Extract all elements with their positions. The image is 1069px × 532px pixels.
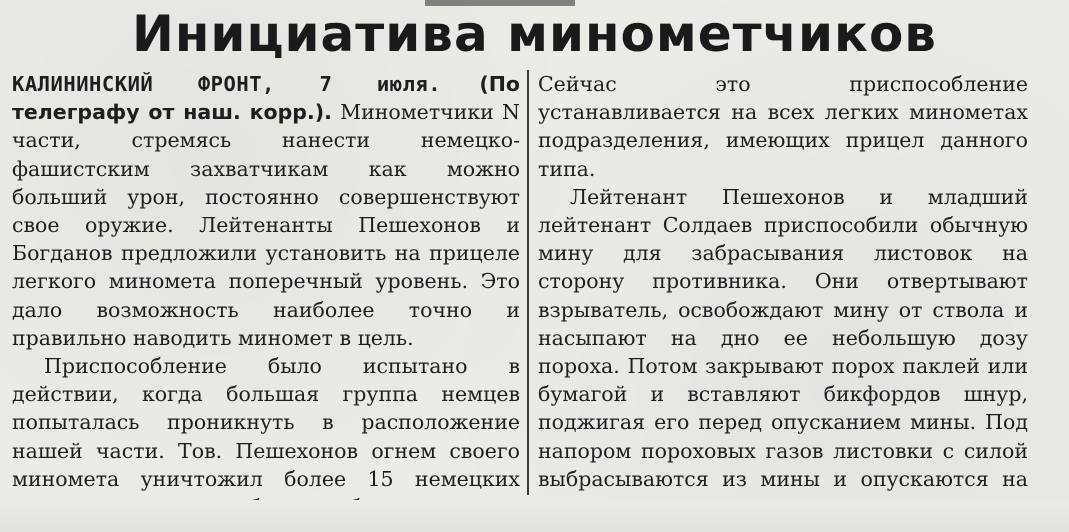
right-column xyxy=(538,70,1028,521)
left-paragraph-1 xyxy=(12,70,520,352)
left-paragraph-1-body: Минометчики N части, стремясь нанести немецко-фашистским захватчикам как можно больший урон, постоянно совершенствуют свое оружие. Лейтенанты Пешехонов и Богданов предложили установить на прицеле легкого миномета поперечный уровень. Это дало возможность наиболее точно и правильно наводить миномет в цель. xyxy=(12,100,520,350)
dateline: КАЛИНИНСКИЙ ФРОНТ, 7 июля. xyxy=(12,72,442,96)
left-column xyxy=(12,70,520,521)
right-paragraph-1: Сейчас это приспособление устанавливается на всех легких минометах подразделения, имеющих прицел данного типа. xyxy=(538,72,1028,181)
right-paragraph-2: Лейтенант Пешехонов и младший лейтенант Солдаев приспособили обычную мину для забрасывания листовок на сторону противника. Они отвертывают взрыватель, освобождают мину от ствола и насыпают на дно ее небольшую дозу пороха. Потом закрывают порох паклей или бумагой и вставляют бикфордов шнур, поджигая его перед опусканием мины. Под напором пороховых газов листовки с силой выбрасываются из мины и опускаются на xyxy=(538,184,1028,491)
article-headline: Инициатива минометчиков xyxy=(132,5,937,63)
column-divider xyxy=(527,70,529,495)
left-paragraph-2: Приспособление было испытано в действии, когда большая группа немцев попыталась проникнуть в расположение нашей части. Тов. Пешехонов огнем своего миномета уничтожил более 15 немецких xyxy=(12,354,520,491)
byline: (По телеграфу от наш. корр.). xyxy=(12,72,520,125)
page-bottom-margin xyxy=(0,500,1069,532)
